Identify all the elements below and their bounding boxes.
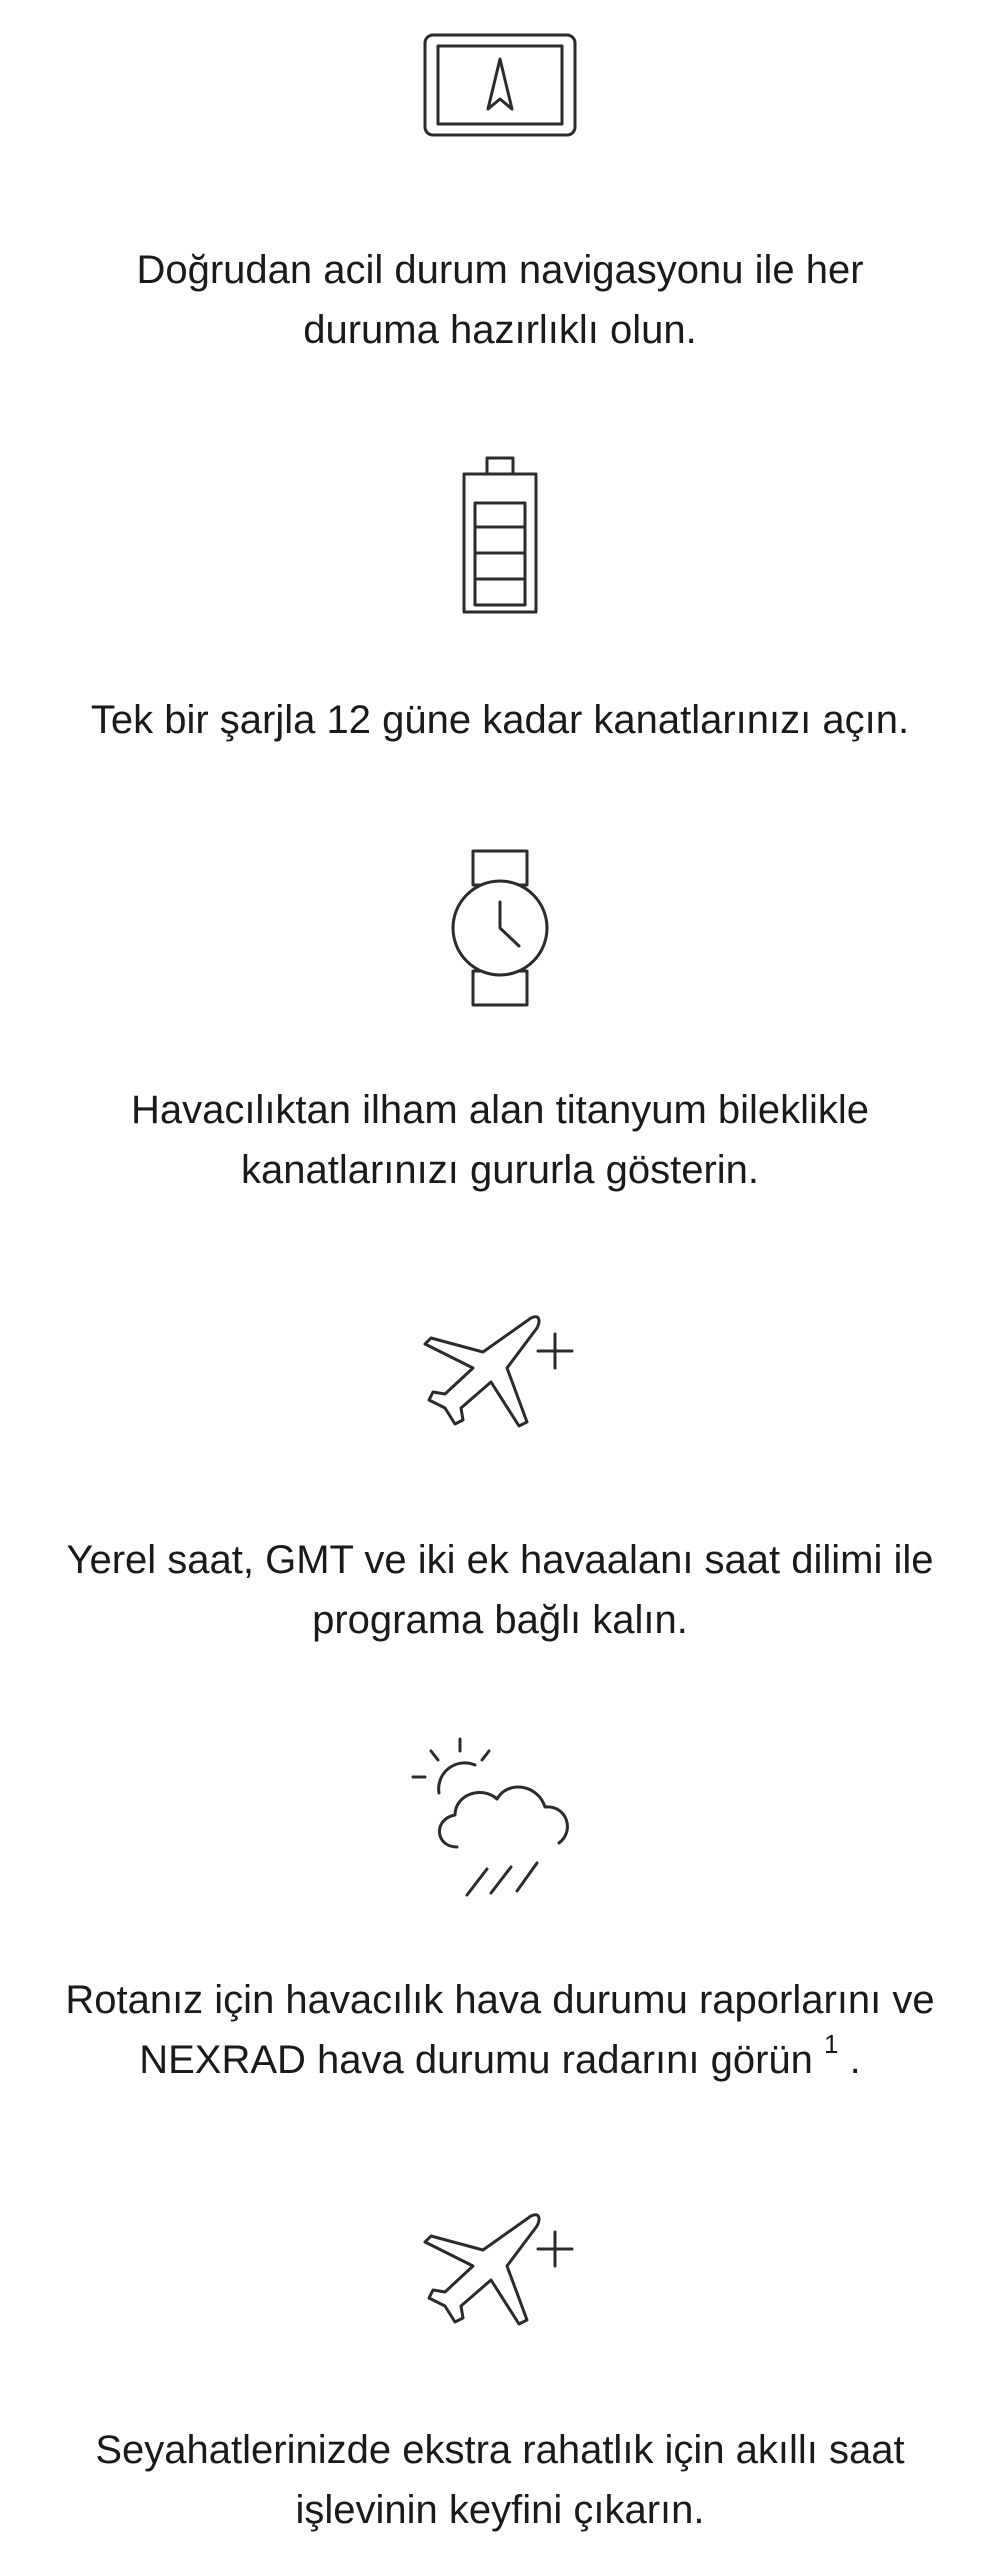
- feature-text-timezones: Yerel saat, GMT ve iki ek havaalanı saat dilimi ile programa bağlı kalın.: [66, 1538, 934, 1642]
- feature-text-battery: Tek bir şarjla 12 güne kadar kanatlarınızı açın.: [90, 698, 910, 742]
- footnote-marker[interactable]: 1: [824, 2028, 839, 2059]
- airplane-plus-icon: [0, 2208, 1000, 2338]
- navigation-screen-icon: [0, 30, 1000, 140]
- watch-icon: [0, 848, 1000, 1008]
- feature-text-navigation: Doğrudan acil durum navigasyonu ile her duruma hazırlıklı olun.: [136, 248, 864, 352]
- feature-text-weather: Rotanız için havacılık hava durumu raporlarını ve NEXRAD hava durumu radarını görün $^1$ .: [65, 1978, 935, 2082]
- airplane-plus-icon: [0, 1310, 1000, 1440]
- feature-text-smartwatch: Seyahatlerinizde ekstra rahatlık için akıllı saat işlevinin keyfini çıkarın.: [95, 2428, 905, 2532]
- weather-sun-cloud-rain-icon: [0, 1735, 1000, 1905]
- battery-icon: [0, 455, 1000, 615]
- feature-text-watch: Havacılıktan ilham alan titanyum bileklikle kanatlarınızı gururla gösterin.: [130, 1088, 870, 1192]
